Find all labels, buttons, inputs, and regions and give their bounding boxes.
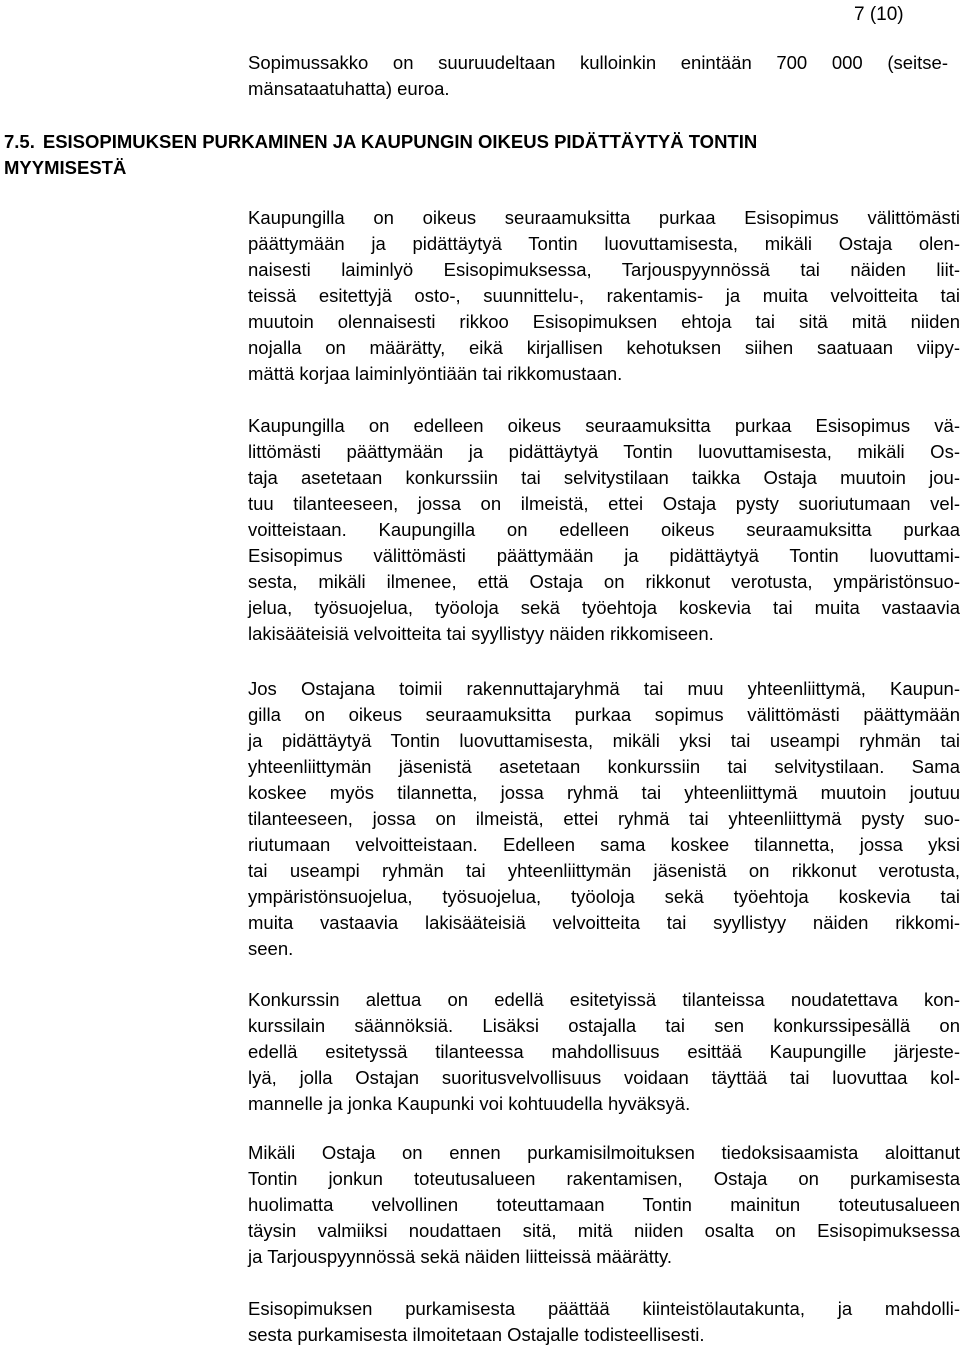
section-title-line: ESISOPIMUKSEN PURKAMINEN JA KAUPUNGIN OIKEUS PIDÄTTÄYTYÄ TONTIN: [42, 131, 758, 152]
text-line: nojalla on määrätty, eikä kirjallisen kehotuksen siihen saatuaan viipy-: [248, 337, 960, 358]
text-line: mannelle ja jonka Kaupunki voi kohtuudella hyväksyä.: [248, 1093, 691, 1114]
heading-line: [4, 129, 954, 155]
text-line: jelua, työsuojelua, työoloja sekä työehtoja koskevia tai muita vastaavia: [248, 597, 960, 618]
paragraph-bankruptcy-law: [248, 987, 960, 1117]
text-line: huolimatta velvollinen toteuttamaan Tontin mainitun toteutusalueen: [248, 1194, 960, 1215]
text-line: muita vastaavia lakisääteisiä velvoitteita tai syyllistyy näiden rikkomi-: [248, 912, 960, 933]
text-line: Mikäli Ostaja on ennen purkamisilmoituksen tiedoksisaamista aloittanut: [248, 1142, 960, 1163]
text-line: mättä korjaa laiminlyöntiään tai rikkomustaan.: [248, 363, 623, 384]
text-line: lakisääteisiä velvoitteita tai syyllistyy näiden rikkomiseen.: [248, 623, 714, 644]
text-line: Kaupungilla on edelleen oikeus seuraamuksitta purkaa Esisopimus vä-: [248, 415, 960, 436]
text-line: mänsataatuhatta) euroa.: [248, 78, 450, 99]
text-line: edellä esitetyssä tilanteessa mahdollisuus esittää Kaupungille järjeste-: [248, 1041, 960, 1062]
section-number: 7.5.: [4, 131, 35, 152]
section-heading: [4, 129, 954, 181]
text-line: päättymään ja pidättäytyä Tontin luovuttamisesta, mikäli Ostaja olen-: [248, 233, 960, 254]
text-line: lyä, jolla Ostajan suoritusvelvollisuus voidaan täyttää tai luovuttaa kol-: [248, 1067, 960, 1088]
text-line: Esisopimus välittömästi päättymään ja pidättäytyä Tontin luovuttami-: [248, 545, 960, 566]
text-line: Tontin jonkun toteutusalueen rakentamisen, Ostaja on purkamisesta: [248, 1168, 960, 1189]
text-line: Esisopimuksen purkamisesta päättää kiinteistölautakunta, ja mahdolli-: [248, 1298, 960, 1319]
section-title-line: MYYMISESTÄ: [4, 157, 127, 178]
text-line: gilla on oikeus seuraamuksitta purkaa sopimus välittömästi päättymään: [248, 704, 960, 725]
text-line: koskee myös tilannetta, jossa ryhmä tai yhteenliittymä muutoin joutuu: [248, 782, 960, 803]
text-line: seen.: [248, 938, 294, 959]
text-line: kurssilain säännöksiä. Lisäksi ostajalla tai sen konkurssipesällä on: [248, 1015, 960, 1036]
paragraph-termination-rights: [248, 205, 960, 387]
text-line: voitteistaan. Kaupungilla on edelleen oikeus seuraamuksitta purkaa: [248, 519, 960, 540]
text-line: sesta, mikäli ilmenee, että Ostaja on rikkonut verotusta, ympäristönsuo-: [248, 571, 960, 592]
paragraph-consortium-buyer: [248, 676, 960, 962]
text-line: tai useampi ryhmän tai yhteenliittymän jäsenistä on rikkonut verotusta,: [248, 860, 960, 881]
text-line: teissä esitettyjä osto-, suunnittelu-, rakentamis- ja muita velvoitteita tai: [248, 285, 960, 306]
text-line: tuu tilanteeseen, jossa on ilmeistä, ettei Ostaja pysty suoriutumaan vel-: [248, 493, 960, 514]
text-line: tilanteeseen, jossa on ilmeistä, ettei ryhmä tai yhteenliittymä pysty suo-: [248, 808, 960, 829]
text-line: littömästi päättymään ja pidättäytyä Tontin luovuttamisesta, mikäli Os-: [248, 441, 960, 462]
text-line: Sopimussakko on suuruudeltaan kulloinkin enintään 700 000 (seitse-: [248, 52, 948, 73]
paragraph-construction-obligation: [248, 1140, 960, 1270]
text-line: ja pidättäytyä Tontin luovuttamisesta, mikäli yksi tai useampi ryhmän tai: [248, 730, 960, 751]
text-line: sesta purkamisesta ilmoitetaan Ostajalle todisteellisesti.: [248, 1324, 705, 1345]
text-line: Jos Ostajana toimii rakennuttajaryhmä tai muu yhteenliittymä, Kaupun-: [248, 678, 960, 699]
text-line: riutumaan velvoitteistaan. Edelleen sama koskee tilannetta, jossa yksi: [248, 834, 960, 855]
text-line: taja asetetaan konkurssiin tai selvitystilaan taikka Ostaja muutoin jou-: [248, 467, 960, 488]
text-line: yhteenliittymän jäsenistä asetetaan konkurssiin tai selvitystilaan. Sama: [248, 756, 960, 777]
text-line: Konkurssin alettua on edellä esitetyissä tilanteissa noudatettava kon-: [248, 989, 960, 1010]
intro-paragraph: [248, 50, 948, 102]
text-line: täysin valmiiksi noudattaen sitä, mitä niiden osalta on Esisopimuksessa: [248, 1220, 960, 1241]
text-line: muutoin olennaisesti rikkoo Esisopimuksen ehtoja tai sitä mitä niiden: [248, 311, 960, 332]
text-line: ympäristönsuojelua, työsuojelua, työoloja sekä työehtoja koskevia tai: [248, 886, 960, 907]
text-line: ja Tarjouspyynnössä sekä näiden liitteissä määrätty.: [248, 1246, 673, 1267]
paragraph-decision-authority: [248, 1296, 960, 1348]
paragraph-bankruptcy-and-violations: [248, 413, 960, 647]
text-line: Kaupungilla on oikeus seuraamuksitta purkaa Esisopimus välittömästi: [248, 207, 960, 228]
text-line: naisesti laiminlyö Esisopimuksessa, Tarjouspyynnössä tai näiden liit-: [248, 259, 960, 280]
page-number: 7 (10): [854, 4, 904, 25]
